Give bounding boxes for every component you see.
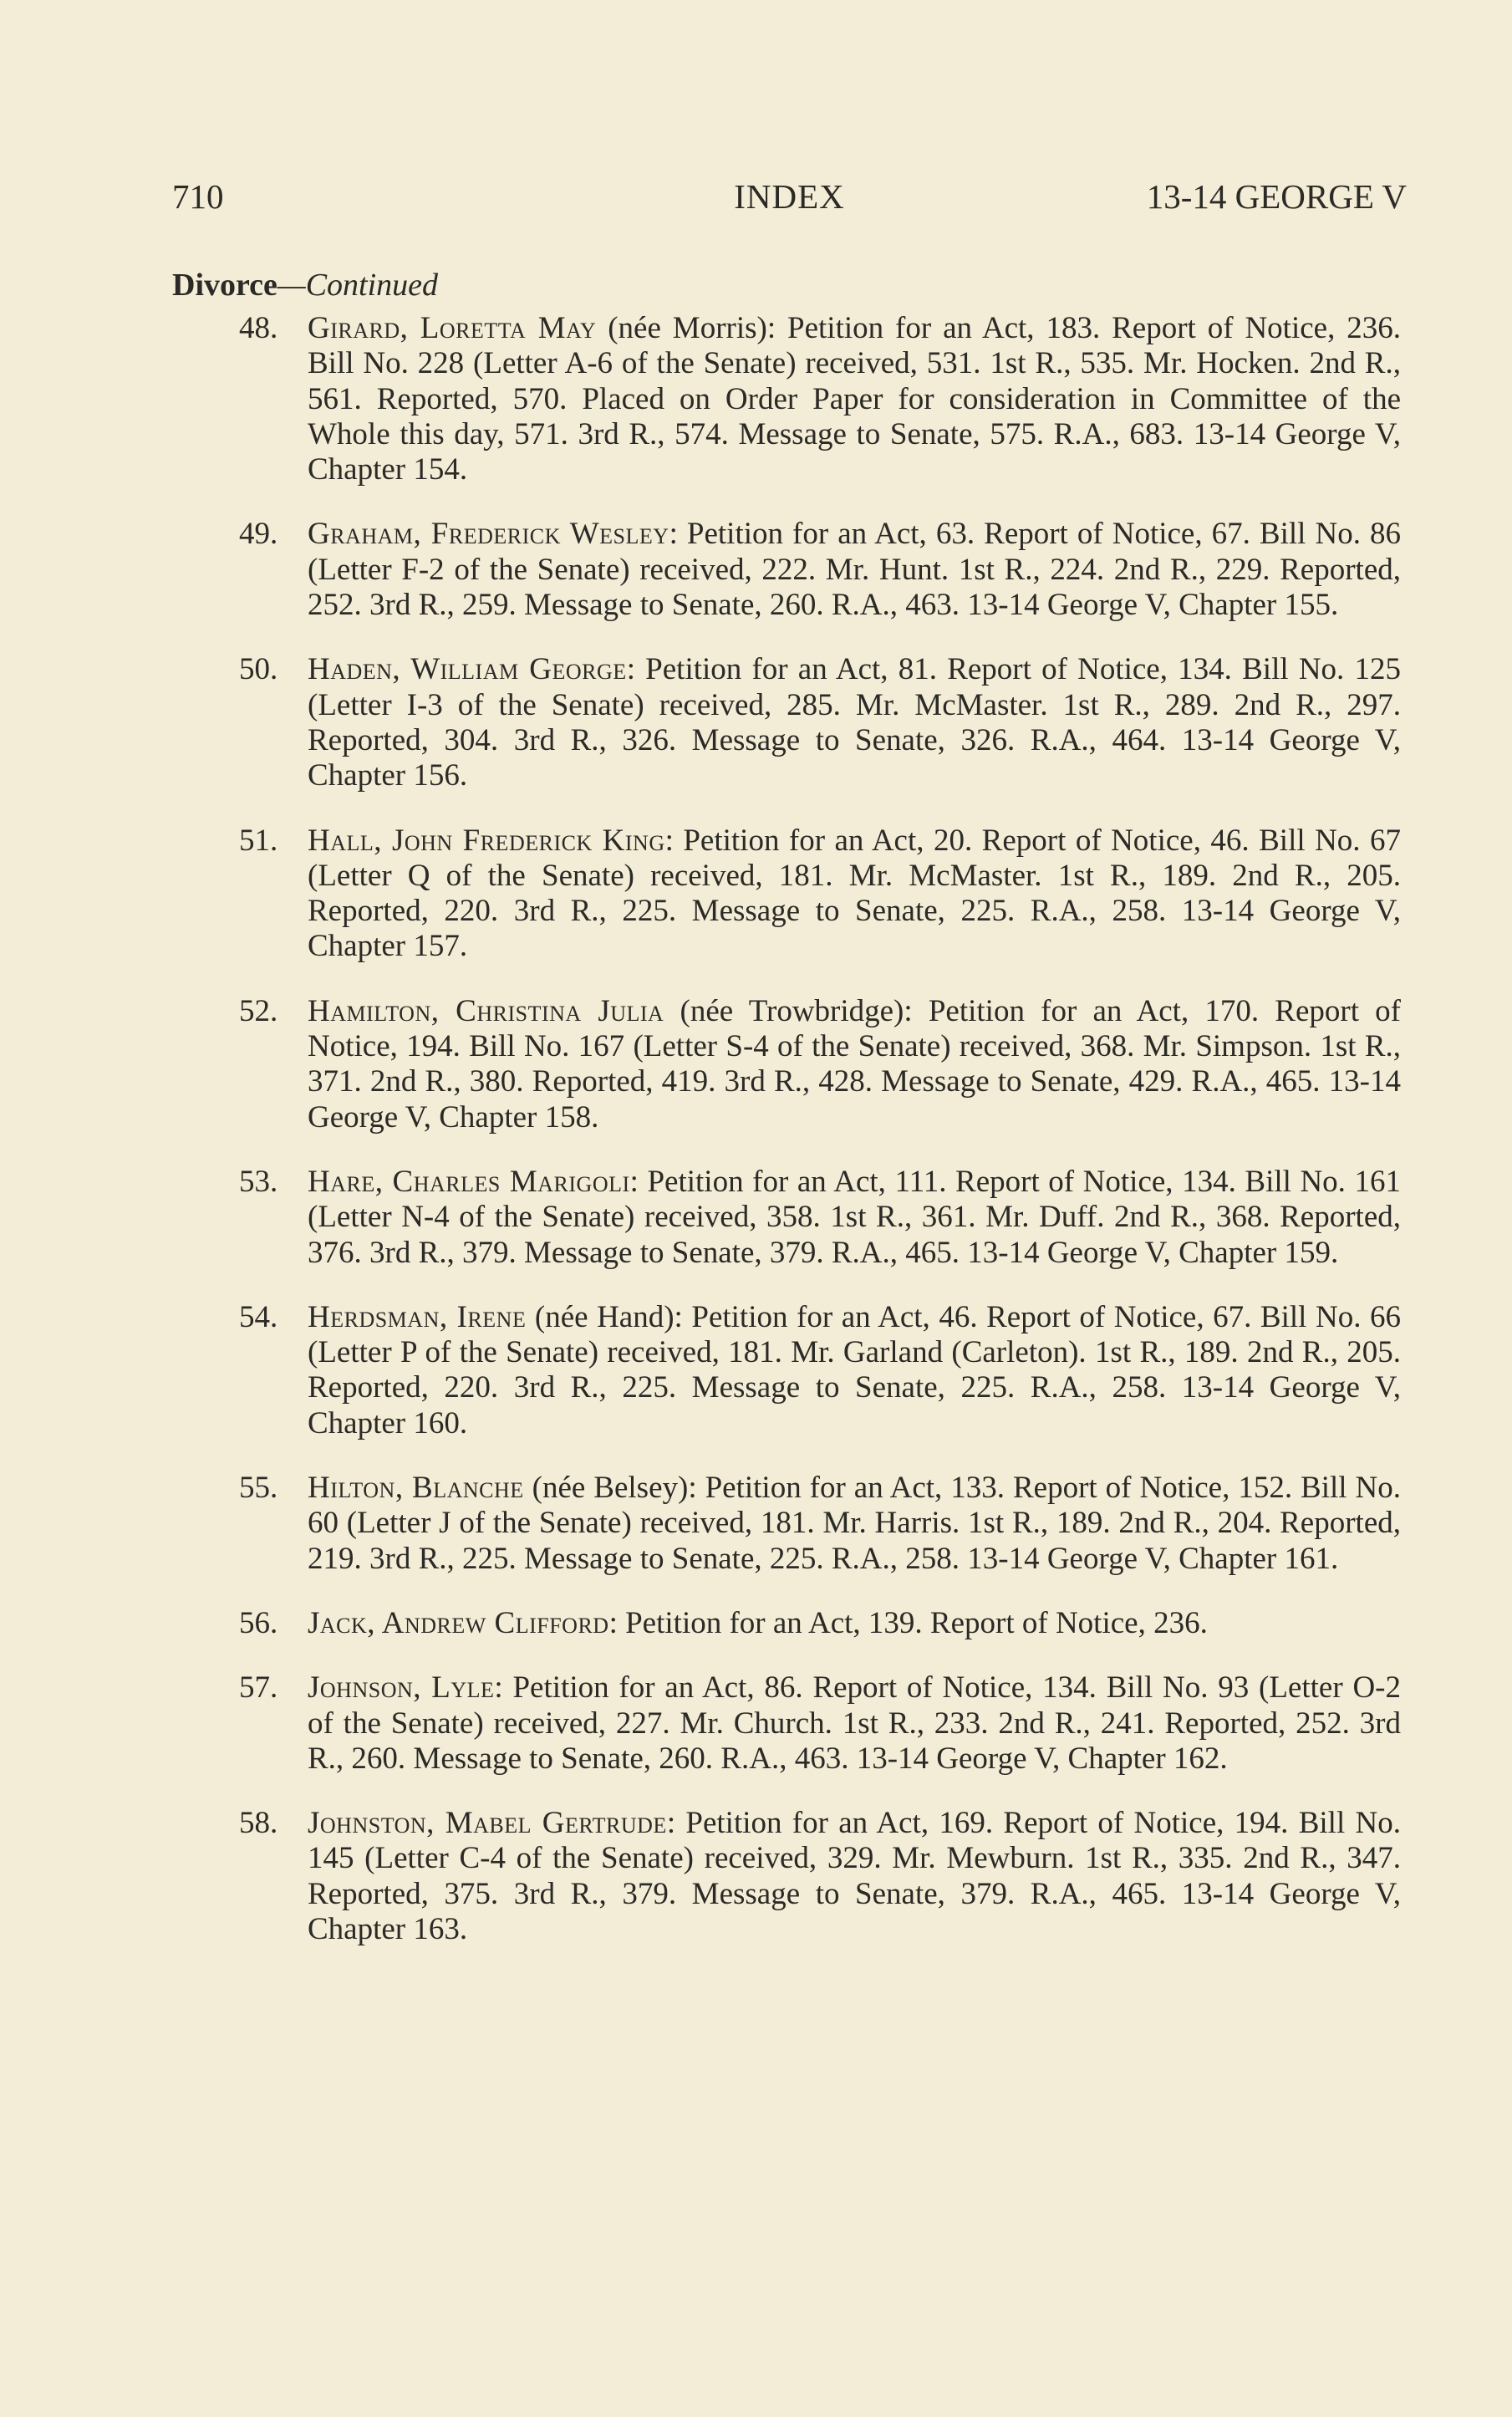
reign-heading: 13-14 GEORGE V bbox=[1146, 177, 1407, 216]
entry-name: Johnson, Lyle bbox=[308, 1670, 495, 1706]
index-entry bbox=[172, 1606, 1401, 1641]
index-entry bbox=[172, 1806, 1401, 1947]
entry-number: 52. bbox=[239, 993, 278, 1028]
index-entry bbox=[172, 994, 1401, 1135]
index-entry bbox=[172, 1471, 1401, 1577]
index-entry bbox=[172, 1300, 1401, 1441]
index-entry bbox=[172, 1165, 1401, 1271]
entry-text: : Petition for an Act, 86. Report of Notice, 134. Bill No. 93 (Letter O-2 of the Senate) received, 227. Mr. Church. 1st R., 233. 2nd R., 241. Reported, 252. 3rd R., 260. Message to Senate, 260. R.A., 463. 13-14 George V, Chapter 162. bbox=[308, 1670, 1402, 1776]
index-entries bbox=[172, 311, 1401, 1976]
entry-number: 57. bbox=[239, 1670, 278, 1706]
running-head bbox=[172, 171, 1407, 222]
entry-name: Hall, John Frederick King bbox=[308, 823, 665, 858]
entry-name: Hamilton, Christina Julia bbox=[308, 993, 664, 1028]
entry-number: 49. bbox=[239, 517, 278, 552]
entry-number: 58. bbox=[239, 1806, 278, 1841]
page-title: INDEX bbox=[734, 177, 845, 216]
index-entry bbox=[172, 311, 1401, 487]
section-heading-label: Divorce bbox=[172, 268, 277, 303]
section-continued-label: —Continued bbox=[277, 268, 439, 303]
entry-text: (née Belsey): Petition for an Act, 133. Report of Notice, 152. Bill No. 60 (Letter J of the Senate) received, 181. Mr. Harris. 1st R., 189. 2nd R., 204. Reported, 219. 3rd R., 225. Message to Senate, 225. R.A., 258. 13-14 George V, Chapter 161. bbox=[308, 1471, 1402, 1576]
page-number: 710 bbox=[172, 177, 224, 216]
entry-name: Johnston, Mabel Gertrude bbox=[308, 1806, 667, 1841]
entry-name: Haden, William George bbox=[308, 652, 627, 687]
entry-text: : Petition for an Act, 111. Report of Notice, 134. Bill No. 161 (Letter N-4 of the Senate) received, 358. 1st R., 361. Mr. Duff. 2nd R., 368. Reported, 376. 3rd R., 379. Message to Senate, 379. R.A., 465. 13-14 George V, Chapter 159. bbox=[308, 1164, 1401, 1270]
entry-text: : Petition for an Act, 139. Report of Notice, 236. bbox=[608, 1605, 1208, 1640]
entry-name: Herdsman, Irene bbox=[308, 1299, 527, 1334]
entry-number: 54. bbox=[239, 1299, 278, 1334]
entry-number: 53. bbox=[239, 1164, 278, 1199]
entry-text: : Petition for an Act, 63. Report of Notice, 67. Bill No. 86 (Letter F-2 of the Senate) received, 222. Mr. Hunt. 1st R., 224. 2nd R., 229. Reported, 252. 3rd R., 259. Message to Senate, 260. R.A., 463. 13-14 George V, Chapter 155. bbox=[308, 517, 1401, 623]
entry-text: (née Hand): Petition for an Act, 46. Report of Notice, 67. Bill No. 66 (Letter P of the Senate) received, 181. Mr. Garland (Carleton). 1st R., 189. 2nd R., 205. Reported, 220. 3rd R., 225. Message to Senate, 225. R.A., 258. 13-14 George V, Chapter 160. bbox=[308, 1299, 1401, 1441]
index-entry bbox=[172, 1670, 1401, 1777]
entry-name: Graham, Frederick Wesley bbox=[308, 517, 669, 552]
entry-name: Hilton, Blanche bbox=[308, 1471, 524, 1506]
entry-name: Girard, Loretta May bbox=[308, 311, 597, 345]
index-entry bbox=[172, 517, 1401, 623]
entry-name: Hare, Charles Marigoli bbox=[308, 1164, 630, 1199]
entry-name: Jack, Andrew Clifford bbox=[308, 1605, 609, 1640]
entry-number: 56. bbox=[239, 1605, 278, 1640]
entry-text: : Petition for an Act, 169. Report of Notice, 194. Bill No. 145 (Letter C-4 of the Senate) received, 329. Mr. Mewburn. 1st R., 335. 2nd R., 347. Reported, 375. 3rd R., 379. Message to Senate, 379. R.A., 465. 13-14 George V, Chapter 163. bbox=[308, 1806, 1401, 1946]
entry-number: 50. bbox=[239, 652, 278, 687]
entry-number: 55. bbox=[239, 1471, 278, 1506]
entry-number: 51. bbox=[239, 823, 278, 858]
section-heading bbox=[172, 263, 438, 307]
entry-text: : Petition for an Act, 20. Report of Notice, 46. Bill No. 67 (Letter Q of the Senate) received, 181. Mr. McMaster. 1st R., 189. 2nd R., 205. Reported, 220. 3rd R., 225. Message to Senate, 225. R.A., 258. 13-14 George V, Chapter 157. bbox=[308, 823, 1402, 964]
entry-text: : Petition for an Act, 81. Report of Notice, 134. Bill No. 125 (Letter I-3 of the Senate) received, 285. Mr. McMaster. 1st R., 289. 2nd R., 297. Reported, 304. 3rd R., 326. Message to Senate, 326. R.A., 464. 13-14 George V, Chapter 156. bbox=[308, 652, 1401, 793]
index-entry bbox=[172, 652, 1401, 793]
entry-number: 48. bbox=[239, 311, 278, 345]
entry-text: (née Trowbridge): Petition for an Act, 170. Report of Notice, 194. Bill No. 167 (Letter S-4 of the Senate) received, 368. Mr. Simpson. 1st R., 371. 2nd R., 380. Reported, 419. 3rd R., 428. Message to Senate, 429. R.A., 465. 13-14 George V, Chapter 158. bbox=[308, 993, 1401, 1135]
entry-text: (née Morris): Petition for an Act, 183. Report of Notice, 236. Bill No. 228 (Letter A-6 of the Senate) received, 531. 1st R., 535. Mr. Hocken. 2nd R., 561. Reported, 570. Placed on Order Paper for consideration in Committee of the Whole this day, 571. 3rd R., 574. Message to Senate, 575. R.A., 683. 13-14 George V, Chapter 154. bbox=[308, 311, 1401, 487]
index-entry bbox=[172, 824, 1401, 965]
